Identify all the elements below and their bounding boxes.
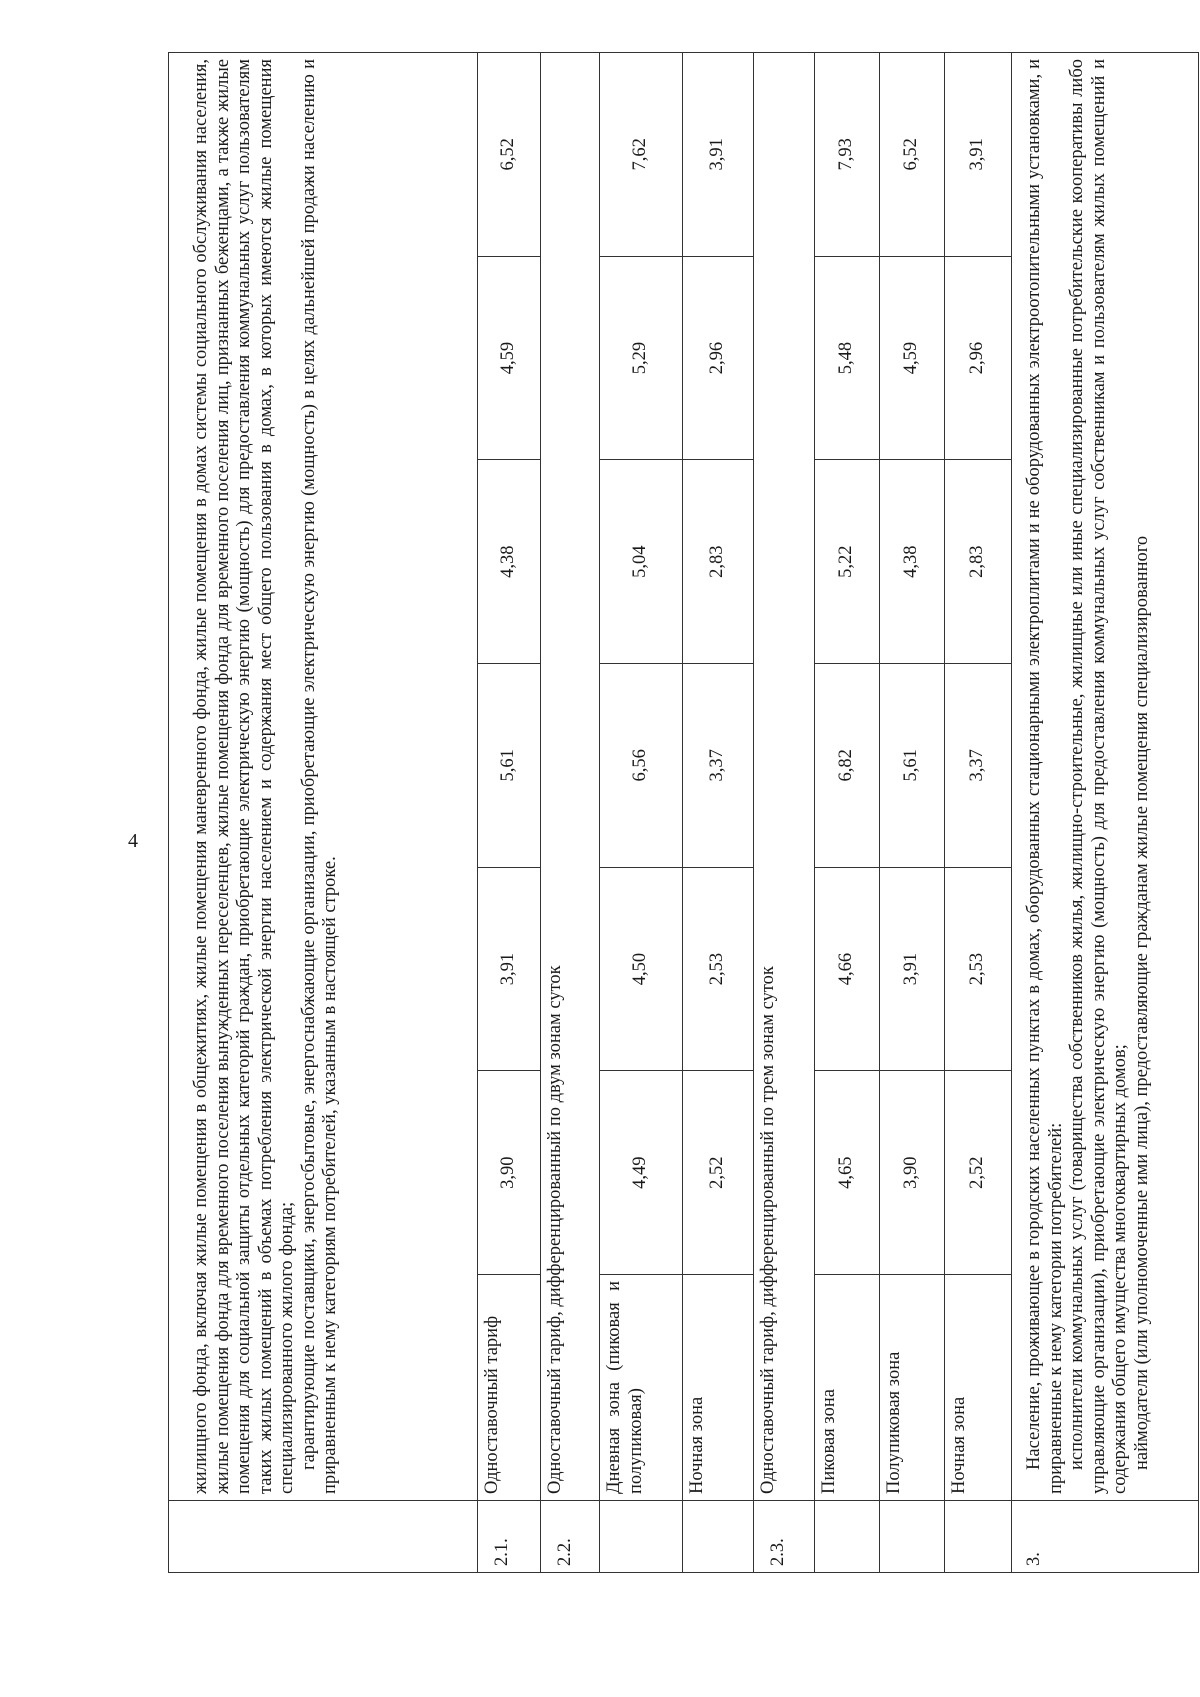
row-number [880,1501,945,1573]
description-paragraph: жилищного фонда, включая жилые помещения в общежитиях, жилые помещения маневренного фонда, жилые помещения в домах системы социального обслуживания населения, жилые помещения фонда для временного поселения вынужденных переселенцев, жилые помещения фонда для временного поселения лиц, признанных беженцами, а также жилые помещения для социальной защиты отдельных категорий граждан, приобретающие электрическую энергию (мощность) для предоставления коммунальных услуг пользователям таких жилых помещений в объемах потребления электрической энергии населением и содержания мест общего пользования в домах, в которых имеются жилые помещения специализированного жилого фонда; [191,59,297,1494]
tariff-value: 3,90 [880,1071,945,1275]
table-row [815,53,880,1573]
tariff-value: 2,83 [683,460,754,664]
description-cell [169,53,478,1501]
tariff-value: 4,66 [815,867,880,1071]
row-name: Одноставочный тариф [478,1275,541,1501]
table-row-heading [541,53,600,1573]
tariff-value: 3,37 [945,664,1012,868]
row-name: Дневная зона (пиковая и полупиковая) [600,1275,683,1501]
row-name: Ночная зона [683,1275,754,1501]
table-row-heading [754,53,815,1573]
tariff-value: 5,29 [600,256,683,460]
tariff-value: 4,59 [478,256,541,460]
tariff-value: 2,52 [683,1071,754,1275]
description-paragraph: Население, проживающее в городских населенных пунктах в домах, оборудованных стационарными электроплитами и не оборудованных электроотопительными установками, и приравненные к нему категории потребителей: [1024,59,1066,1494]
tariff-value: 2,96 [683,256,754,460]
description-paragraph: исполнители коммунальных услуг (товарищества собственников жилья, жилищно-строительные, жилищные или иные специализированные потребительские кооперативы либо управляющие организации), приобретающие электрическую энергию (мощность) для предоставления коммунальных услуг собственникам и пользователям жилых помещений и содержания общего имущества многоквартирных домов; [1067,59,1130,1494]
section-heading: Одноставочный тариф, дифференцированный по трем зонам суток [754,53,815,1501]
tariff-value: 2,96 [945,256,1012,460]
rotated-content [168,53,1168,1573]
section-heading: Одноставочный тариф, дифференцированный по двум зонам суток [541,53,600,1501]
row-name: Полупиковая зона [880,1275,945,1501]
tariff-value: 6,52 [880,53,945,257]
table-row-continuation [169,53,478,1573]
row-number: 2.3. [754,1501,815,1573]
table-row [600,53,683,1573]
tariff-value: 6,82 [815,664,880,868]
tariff-value: 6,56 [600,664,683,868]
tariff-value: 5,22 [815,460,880,664]
table-row [683,53,754,1573]
row-number: 2.2. [541,1501,600,1573]
row-number [600,1501,683,1573]
tariff-value: 2,53 [683,867,754,1071]
tariff-value: 4,59 [880,256,945,460]
tariff-value: 4,49 [600,1071,683,1275]
page-number: 4 [128,830,138,852]
row-number [945,1501,1012,1573]
tariff-value: 5,61 [880,664,945,868]
tariff-value: 3,37 [683,664,754,868]
description-paragraph: гарантирующие поставщики, энергосбытовые, энергоснабжающие организации, приобретающие электрическую энергию (мощность) в целях дальнейшей продажи населению и приравненным к нему категориям потребителей, указанным в настоящей строке. [298,59,340,1494]
row-number [815,1501,880,1573]
table-row-category [1012,53,1199,1573]
tariff-value: 6,52 [478,53,541,257]
table-row [880,53,945,1573]
description-paragraph: наймодатели (или уполномоченные ими лица), предоставляющие гражданам жилые помещения специализированного [1131,535,1152,1470]
table-row [945,53,1012,1573]
tariff-value: 5,61 [478,664,541,868]
tariff-value: 2,83 [945,460,1012,664]
description-cell [1012,53,1199,1501]
tariff-value: 4,38 [478,460,541,664]
row-number [683,1501,754,1573]
row-number: 3. [1012,1501,1199,1573]
tariff-value: 3,91 [945,53,1012,257]
table-row [478,53,541,1573]
tariff-value: 4,65 [815,1071,880,1275]
tariff-value: 3,90 [478,1071,541,1275]
row-number-cell [169,1501,478,1573]
row-number: 2.1. [478,1501,541,1573]
tariff-value: 3,91 [478,867,541,1071]
tariff-value: 4,50 [600,867,683,1071]
tariff-value: 5,48 [815,256,880,460]
tariff-value: 2,52 [945,1071,1012,1275]
row-name: Ночная зона [945,1275,1012,1501]
tariff-table [168,52,1199,1573]
tariff-value: 3,91 [880,867,945,1071]
row-name: Пиковая зона [815,1275,880,1501]
tariff-value: 7,93 [815,53,880,257]
tariff-value: 2,53 [945,867,1012,1071]
tariff-value: 5,04 [600,460,683,664]
tariff-value: 4,38 [880,460,945,664]
tariff-value: 7,62 [600,53,683,257]
tariff-value: 3,91 [683,53,754,257]
